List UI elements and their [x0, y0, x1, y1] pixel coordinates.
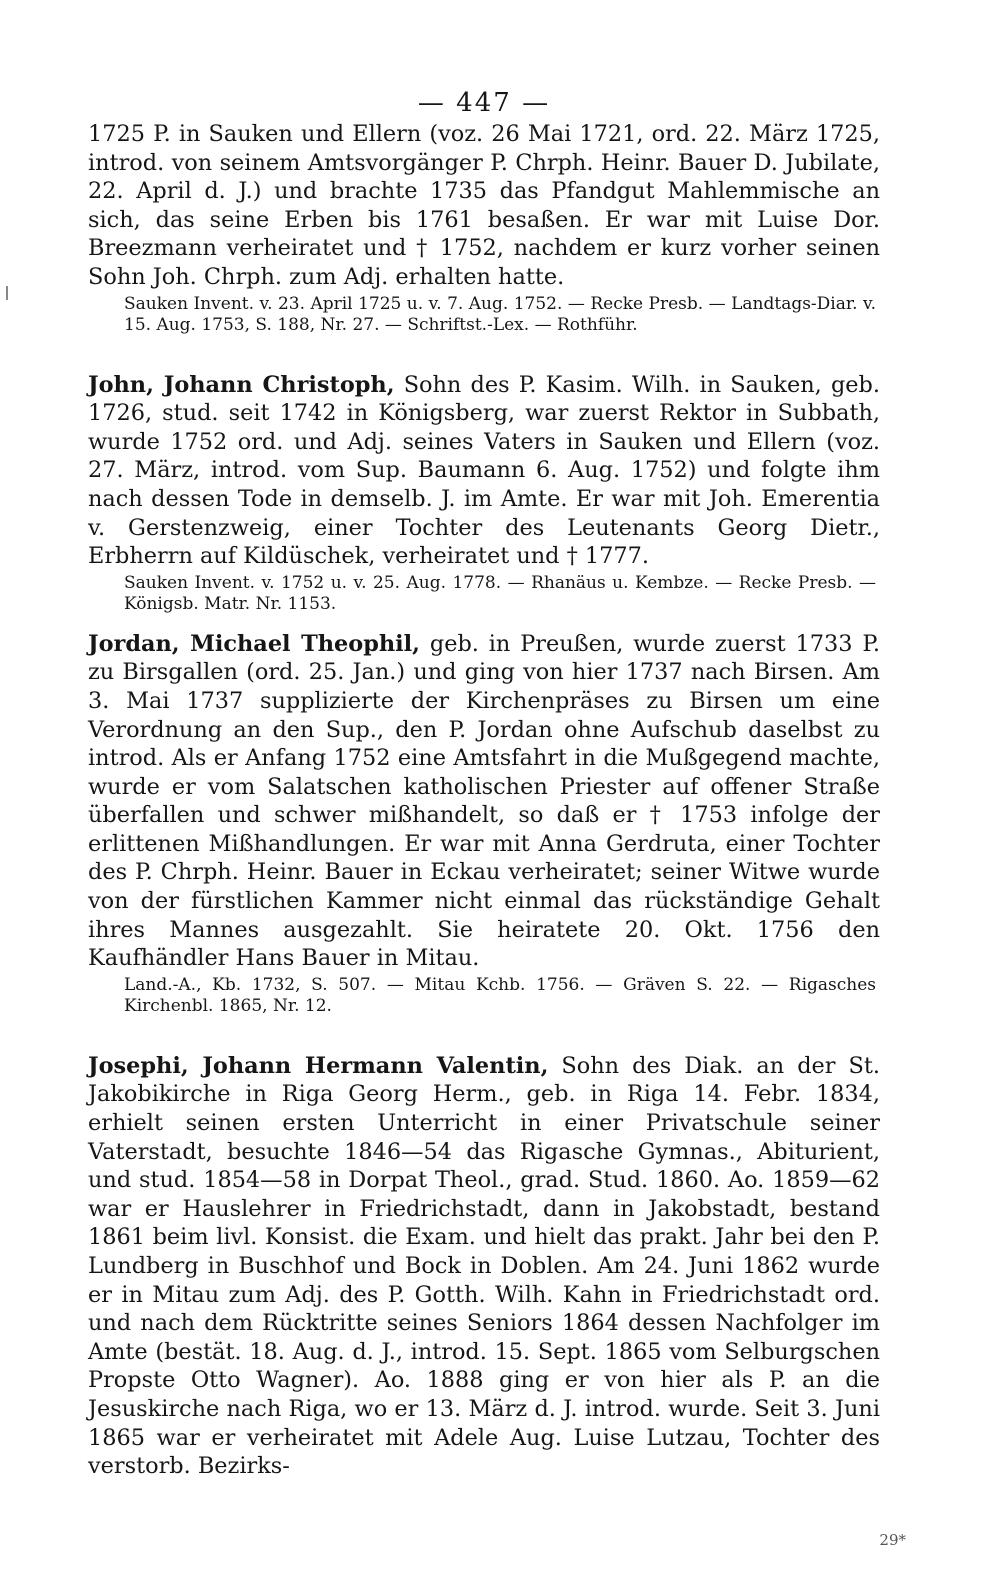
entry-name: Jordan, Michael Theophil, — [88, 630, 420, 657]
entry-text: Sohn des P. Kasim. Wilh. in Sauken, geb. 1726, stud. seit 1742 in Königsberg, war zuerst Rektor in Subbath, wurde 1752 ord. und Adj. seines Vaters in Sauken und Ellern (voz. 27. März, introd. vom Sup. Baumann 6. Aug. 1752) und folgte ihm nach dessen Tode in demselb. J. im Amte. Er war mit Joh. Emerentia v. Gerstenzweig, einer Tochter des Leutenants Georg Dietr., Erbherrn auf Kildüschek, verheiratet und † 1777. — [88, 371, 880, 570]
printer-signature: 29* — [879, 1531, 906, 1549]
entry-josephi — [88, 1052, 880, 1481]
entry-sources: Land.-A., Kb. 1732, S. 507. — Mitau Kchb. 1756. — Gräven S. 22. — Rigasches Kirchenbl. 1865, Nr. 12. — [124, 974, 876, 1017]
entry-name: John, Johann Christoph, — [88, 371, 395, 398]
entry-name: Josephi, Johann Hermann Valentin, — [88, 1052, 549, 1079]
book-page — [88, 88, 880, 1481]
entry-sources: Sauken Invent. v. 23. April 1725 u. v. 7. Aug. 1752. — Recke Presb. — Landtags-Diar. v. 15. Aug. 1753, S. 188, Nr. 27. — Schriftst.-Lex. — Rothführ. — [124, 293, 876, 336]
entry-text: 1725 P. in Sauken und Ellern (voz. 26 Mai 1721, ord. 22. März 1725, introd. von seinem Amtsvorgänger P. Chrph. Heinr. Bauer D. Jubilate, 22. April d. J.) und brachte 1735 das Pfandgut Mahlemmische an sich, das seine Erben bis 1761 besaßen. Er war mit Luise Dor. Breezmann verheiratet und † 1752, nachdem er kurz vorher seinen Sohn Joh. Chrph. zum Adj. erhalten hatte. — [88, 121, 880, 290]
entry-text: geb. in Preußen, wurde zuerst 1733 P. zu Birsgallen (ord. 25. Jan.) und ging von hier 1737 nach Birsen. Am 3. Mai 1737 supplizierte der Kirchenpräses zu Birsen um eine Verordnung an den Sup., den P. Jordan ohne Aufschub daselbst zu introd. Als er Anfang 1752 eine Amtsfahrt in die Mußgegend machte, wurde er vom Salatschen katholischen Priester auf offener Straße überfallen und schwer mißhandelt, so daß er † 1753 infolge der erlittenen Mißhandlungen. Er war mit Anna Gerdruta, einer Tochter des P. Chrph. Heinr. Bauer in Eckau verheiratet; seiner Witwe wurde von der fürstlichen Kammer nicht einmal das rückständige Gehalt ihres Mannes ausgezahlt. Sie heiratete 20. Okt. 1756 den Kaufhändler Hans Bauer in Mitau. — [88, 630, 881, 972]
entry-continuation — [88, 120, 880, 292]
entry-text: Sohn des Diak. an der St. Jakobikirche in Riga Georg Herm., geb. in Riga 14. Febr. 1834, erhielt seinen ersten Unterricht in einer Privatschule seiner Vaterstadt, besuchte 1846—54 das Rigasche Gymnas., Abiturient, und stud. 1854—58 in Dorpat Theol., grad. Stud. 1860. Ao. 1859—62 war er Hauslehrer in Friedrichstadt, dann in Jakobstadt, bestand 1861 beim livl. Konsist. die Exam. und hielt das prakt. Jahr bei den P. Lundberg in Buschhof und Bock in Doblen. Am 24. Juni 1862 wurde er in Mitau zum Adj. des P. Gotth. Wilh. Kahn in Friedrichstadt ord. und nach dem Rücktritte seines Seniors 1864 dessen Nachfolger im Amte (bestät. 18. Aug. d. J., introd. 15. Sept. 1865 vom Selburgschen Propste Otto Wagner). Ao. 1888 ging er von hier als P. an die Jesuskirche nach Riga, wo er 13. März d. J. introd. wurde. Seit 3. Juni 1865 war er verheiratet mit Adele Aug. Luise Lutzau, Tochter des verstorb. Bezirks- — [88, 1052, 881, 1480]
entry-jordan — [88, 630, 880, 973]
scan-edge-mark — [6, 286, 8, 300]
entry-sources: Sauken Invent. v. 1752 u. v. 25. Aug. 1778. — Rhanäus u. Kembze. — Recke Presb. — Königsb. Matr. Nr. 1153. — [124, 572, 876, 615]
entry-john — [88, 371, 880, 571]
page-number: — 447 — — [417, 88, 551, 118]
